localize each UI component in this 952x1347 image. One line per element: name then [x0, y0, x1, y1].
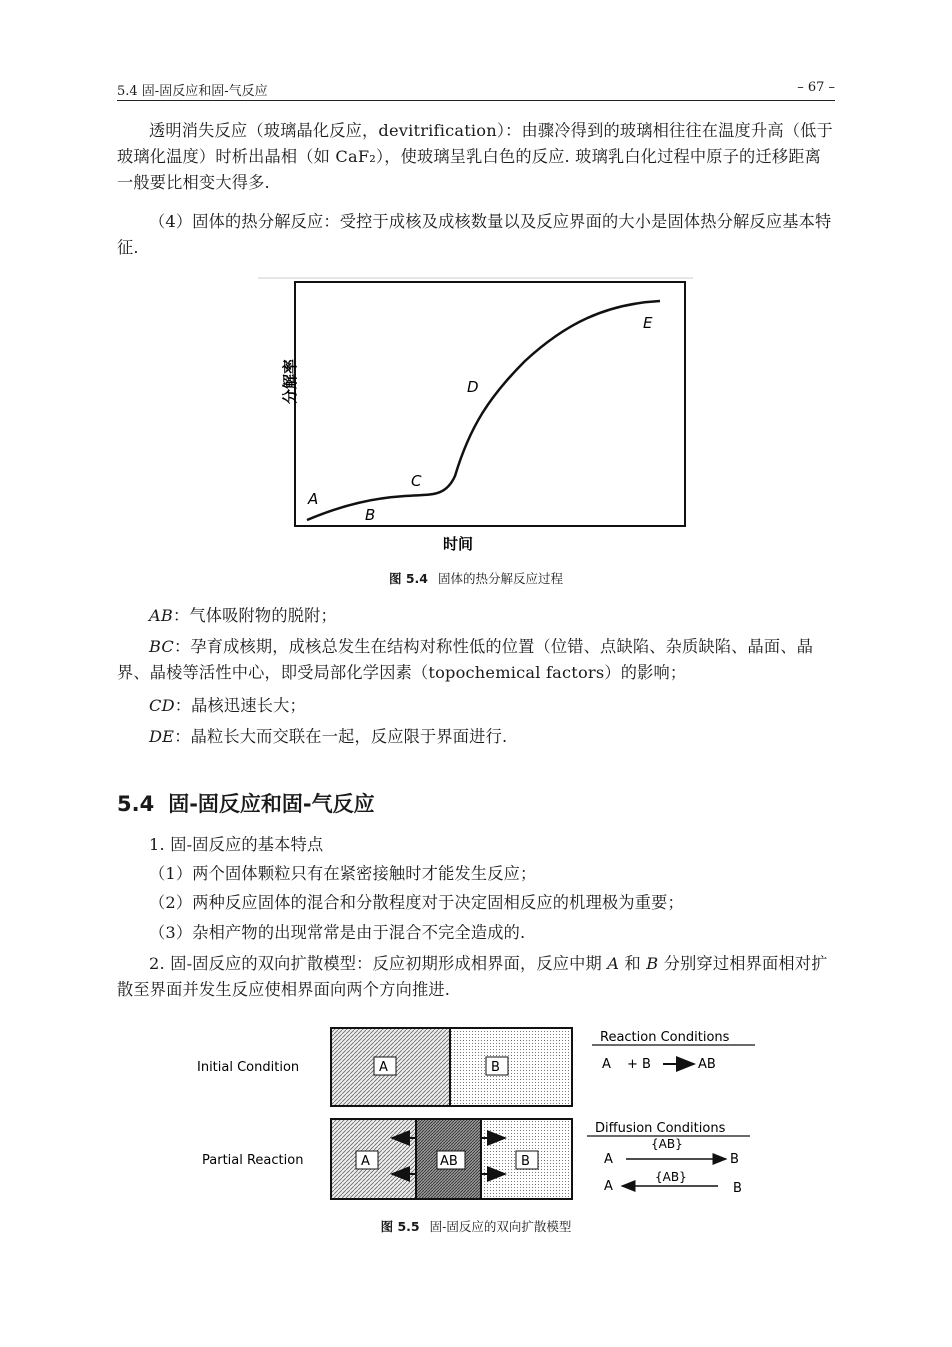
caption-text: 固-固反应的双向扩散模型 [429, 1219, 572, 1234]
decomposition-curve [307, 301, 660, 520]
paragraph-thermal-decomposition: （4）固体的热分解反应：受控于成核及成核数量以及反应界面的大小是固体热分解反应基本特征. [117, 212, 832, 257]
partial-reaction-label: Partial Reaction [202, 1153, 304, 1168]
list-item-4: （3）杂相产物的出现常常是由于混合不完全造成的. [149, 923, 526, 942]
diffusion-ab-bottom: {AB} [655, 1170, 687, 1184]
paragraph-devitrification: 透明消失反应（玻璃晶化反应，devitrification）：由骤冷得到的玻璃相往往在温度升高（低于玻璃化温度）时析出晶相（如 CaF₂），使玻璃呈乳白色的反应. 玻璃乳白化过程中原子的迁移距离一般要比相变大得多. [117, 121, 833, 192]
reaction-plus-b: + B [627, 1057, 651, 1072]
list-item-2: （1）两个固体颗粒只有在紧密接触时才能发生反应； [149, 864, 537, 883]
running-header [117, 78, 835, 101]
reaction-conditions-title: Reaction Conditions [600, 1030, 730, 1045]
y-axis-label: 分解率 [281, 358, 299, 404]
reaction-product: AB [698, 1057, 716, 1072]
figure-5-4 [255, 276, 695, 558]
section-heading: 5.4 固-固反应和固-气反应 [117, 792, 375, 816]
caption-number: 图 5.4 [388, 571, 428, 586]
initial-box-b [450, 1028, 572, 1106]
list-item-5: 2. 固-固反应的双向扩散模型：反应初期形成相界面，反应中期 A 和 B 分别穿过相界面相对扩散至界面并发生反应使相界面向两个方向推进. [117, 954, 828, 999]
point-d-label: D [467, 378, 479, 396]
plot-frame [295, 282, 685, 526]
caption-number: 图 5.5 [380, 1219, 420, 1234]
figure-5-5-caption [0, 1217, 952, 1235]
page-number: – 67 – [797, 80, 835, 95]
diffusion-ab-top: {AB} [651, 1137, 683, 1151]
reaction-a: A [602, 1057, 611, 1072]
partial-ab-label: AB [440, 1154, 458, 1169]
partial-b-label: B [521, 1154, 530, 1169]
list-item-3: （2）两种反应固体的混合和分散程度对于决定固相反应的机理极为重要； [149, 893, 684, 912]
point-a-label: A [308, 490, 319, 508]
figure-5-4-caption [0, 569, 952, 587]
header-section: 5.4 固-固反应和固-气反应 [117, 84, 268, 99]
stage-cd: CD：晶核迅速长大； [149, 696, 306, 715]
initial-b-label: B [491, 1060, 500, 1075]
x-axis-label: 时间 [443, 535, 474, 553]
diffusion-b-bottom: B [733, 1181, 742, 1196]
stage-de: DE：晶粒长大而交联在一起，反应限于界面进行. [149, 727, 508, 746]
point-b-label: B [365, 506, 376, 524]
diffusion-conditions-title: Diffusion Conditions [595, 1121, 726, 1136]
partial-a-label: A [361, 1154, 370, 1169]
diffusion-a-bottom: A [604, 1179, 613, 1194]
stage-ab: AB：气体吸附物的脱附； [149, 606, 337, 625]
point-c-label: C [411, 472, 422, 490]
stage-bc: BC：孕育成核期，成核总发生在结构对称性低的位置（位错、点缺陷、杂质缺陷、晶面、晶界、晶棱等活性中心，即受局部化学因素（topochemical factors）的影响； [117, 637, 814, 682]
initial-a-label: A [379, 1060, 388, 1075]
diffusion-b-top: B [730, 1152, 739, 1167]
initial-condition-label: Initial Condition [197, 1060, 300, 1075]
point-e-label: E [643, 314, 653, 332]
caption-text: 固体的热分解反应过程 [437, 571, 563, 586]
figure-5-5 [190, 1022, 770, 1207]
diffusion-a-top: A [604, 1152, 613, 1167]
list-item-1: 1. 固-固反应的基本特点 [149, 835, 324, 854]
